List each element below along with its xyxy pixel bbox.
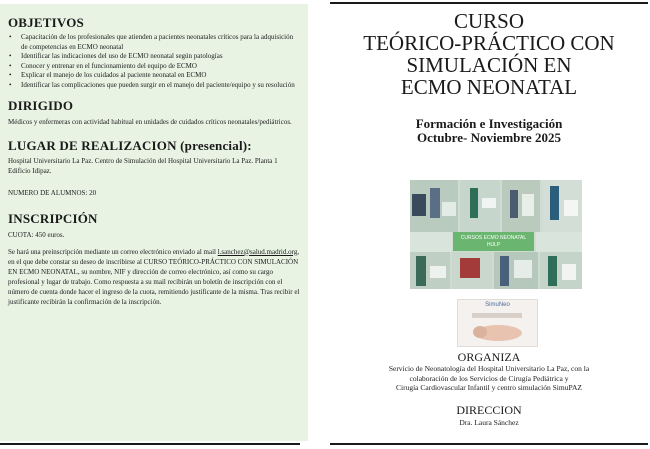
dirigido-heading: DIRIGIDO — [8, 97, 74, 113]
photo-banner-line: CURSOS ECMO NEONATAL — [460, 235, 527, 241]
dirigido-text: Médicos y enfermeras con actividad habitual en unidades de cuidados críticos neonatales/pediátricos. — [8, 117, 292, 126]
photo-banner-line: HULP — [486, 242, 501, 248]
newborn-icon — [458, 311, 537, 345]
email-link[interactable]: l.sanchez@salud.madrid.org — [217, 247, 298, 256]
objetivo-item: • Capacitación de los profesionales que atienden a pacientes neonatales críticos para la adquisición de competencias en ECMO neonatal — [8, 33, 300, 52]
course-subtitle-line: Formación e Investigación — [415, 116, 563, 131]
objetivos-heading: OBJETIVOS — [8, 15, 84, 30]
course-photo-collage — [410, 180, 582, 289]
direccion-heading: DIRECCION — [456, 403, 522, 417]
organiza-line: colaboración de los Servicios de Cirugía Pediátrica y — [409, 373, 569, 383]
objetivo-item: • Conocer y entrenar en el funcionamiento del equipo de ECMO — [8, 62, 300, 72]
inscripcion-text-start: Se hará una preinscripción mediante un correo electrónico enviado al mail — [8, 247, 218, 256]
info-panel — [0, 4, 308, 441]
course-subtitle-line: Octubre- Noviembre 2025 — [417, 130, 561, 145]
course-subtitle — [330, 117, 648, 145]
course-title-line: CURSO — [453, 9, 525, 33]
course-title-line: TEÓRICO-PRÁCTICO CON — [363, 31, 615, 55]
direccion-name: Dra. Laura Sánchez — [459, 418, 519, 427]
photo-banner — [453, 232, 534, 251]
organiza-text — [330, 364, 648, 393]
course-title-line: ECMO NEONATAL — [400, 75, 578, 99]
organiza-line: Servicio de Neonatología del Hospital Universitario La Paz, con la — [388, 364, 590, 373]
course-title — [330, 10, 648, 98]
lugar-text: Hospital Universitario La Paz. Centro de Simulación del Hospital Universitario La Paz. Planta 1 Edificio Idipaz. — [8, 156, 278, 175]
alumnos-count: NUMERO DE ALUMNOS: 20 — [8, 188, 97, 197]
course-title-line: SIMULACIÓN EN — [406, 53, 572, 77]
objetivos-list — [8, 33, 300, 91]
objetivo-item: • Identificar las indicaciones del uso de ECMO neonatal según patologías — [8, 52, 300, 62]
inscripcion-heading: INSCRIPCIÓN — [8, 210, 98, 226]
lugar-heading: LUGAR DE REALIZACION (presencial): — [8, 137, 252, 153]
objetivo-item: • Identificar las complicaciones que pueden surgir en el manejo del paciente/equipo y su resolución — [8, 81, 300, 91]
objetivo-item: • Explicar el manejo de los cuidados al paciente neonatal en ECMO — [8, 71, 300, 81]
simuneo-logo — [457, 299, 538, 347]
inscripcion-text — [8, 247, 300, 307]
cover-panel — [330, 0, 648, 449]
inscripcion-text-end: , en el que debe constar su deseo de inscribirse al CURSO TEÓRICO-PRÁCTICO CON SIMULACIÓN EN ECMO NEONATAL, su nombre, NIF y dirección de correo electrónico, así como su cargo profesional y lugar de trabajo. Como respuesta a su mail recibirán un boletín de inscripción con el número de cuenta donde hacer el ingreso de la cuota, remitiendo justificante de la misma. Tras recibir el justificante recibirán la confirmación de la inscripción. — [8, 247, 300, 306]
organiza-heading: ORGANIZA — [457, 350, 521, 364]
logo-name: SimuNeo — [485, 302, 510, 308]
organiza-line: Cirugía Cardiovascular Infantil y centro simulación SimuPAZ — [396, 383, 582, 393]
bottom-rule-right — [330, 443, 648, 445]
bottom-rule-left — [0, 443, 300, 445]
cuota-text: CUOTA: 450 euros. — [8, 230, 65, 239]
